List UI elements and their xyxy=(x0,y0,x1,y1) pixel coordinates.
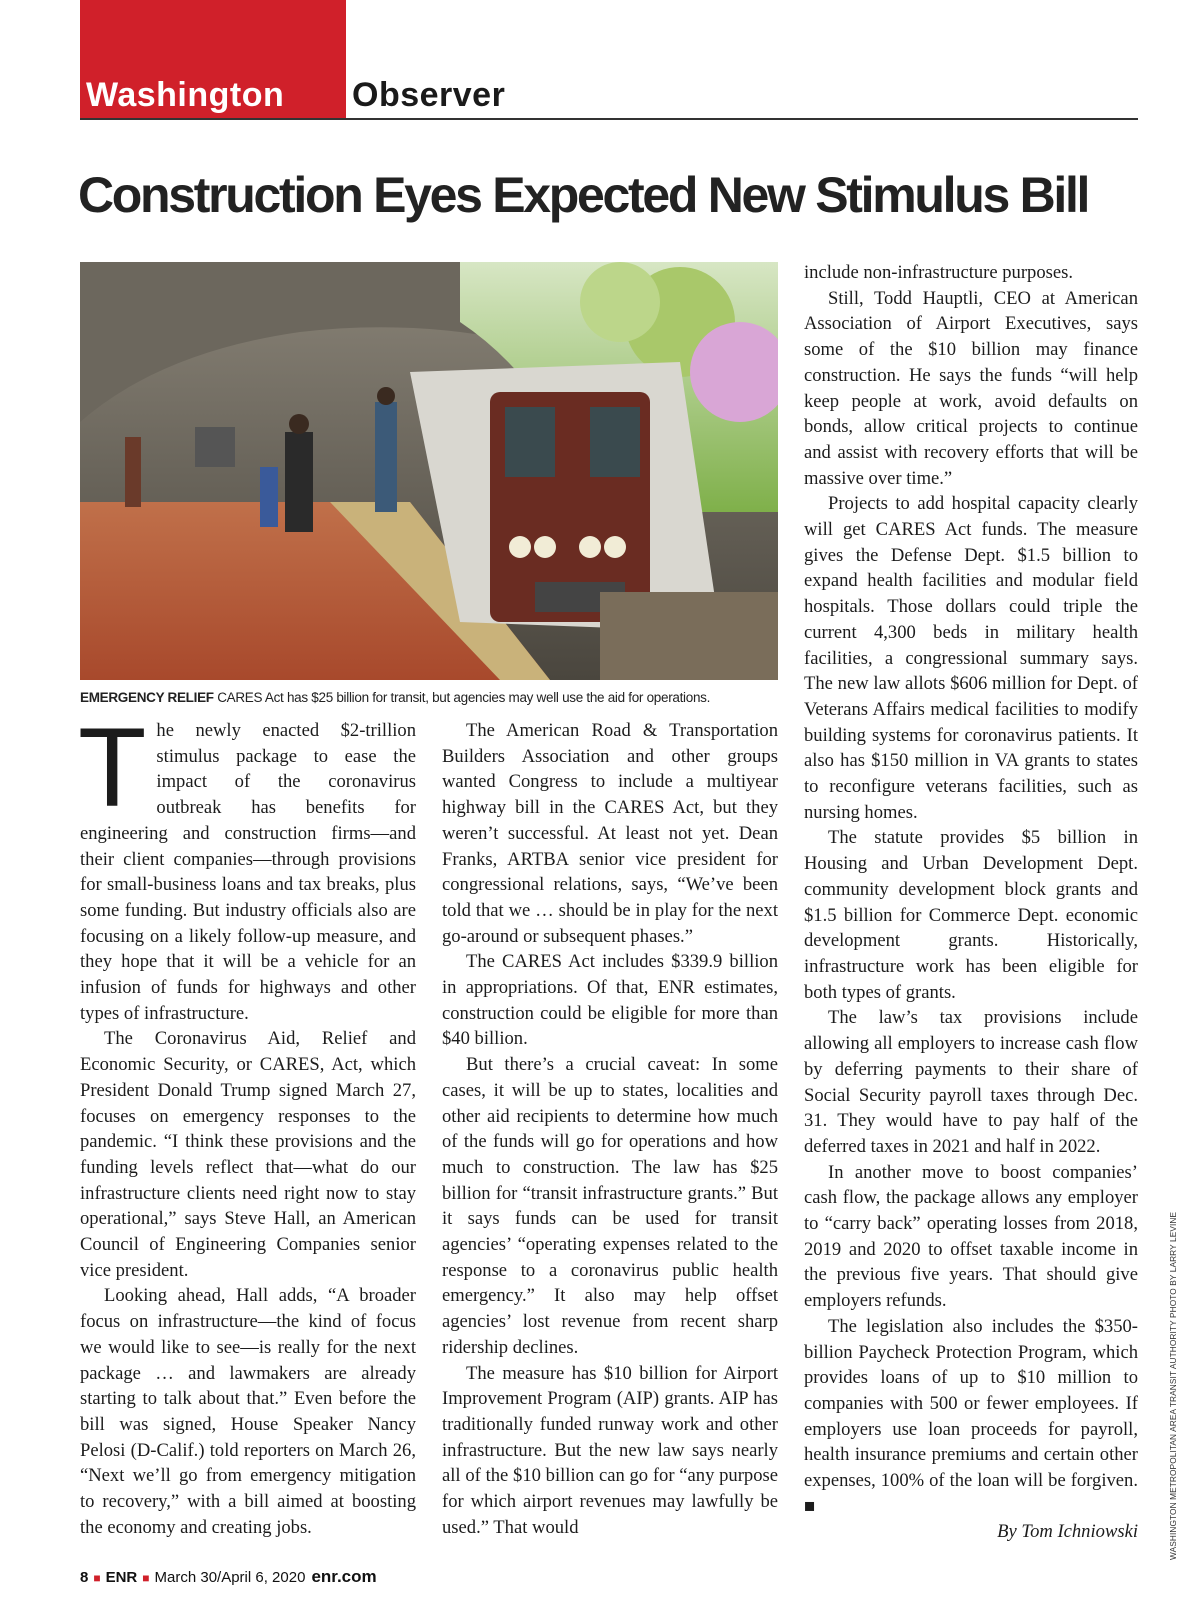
byline: By Tom Ichniowski xyxy=(997,1521,1138,1543)
article-paragraph: The Coronavirus Aid, Relief and Economic Security, or CARES, Act, which President Donald Trump signed March 27, focuses on emergency responses to the pandemic. “I think these provisions and the funding levels reflect that—what do our infrastructure clients need right now to stay operational,” says Steve Hall, an American Council of Engineering Companies senior vice president. xyxy=(80,1028,416,1281)
article-paragraph: The legislation also includes the $350-billion Paycheck Protection Program, which provides loans of up to $10 million to companies with 500 or fewer employees. If employers use loan proceeds for payroll, health insurance premiums and certain other expenses, 100% of the loan will be forgiven. ■ xyxy=(804,1315,1138,1517)
article-paragraph: The statute provides $5 billion in Housing and Urban Development Dept. community development block grants and $1.5 billion for Commerce Dept. economic development grants. Historically, infrastructure work has been eligible for both types of grants. xyxy=(804,827,1138,1003)
page-number: 8 xyxy=(80,1569,89,1586)
magazine-name: ENR xyxy=(105,1569,138,1586)
section-kicker-black: Observer xyxy=(352,76,506,114)
site-url: enr.com xyxy=(311,1567,377,1586)
article-paragraph: The American Road & Transportation Builders Association and other groups wanted Congress to include a multiyear highway bill in the CARES Act, but they weren’t successful. At least not yet. Dean Franks, ARTBA senior vice president for congressional relations, says, “We’ve been told that we … should be in play for the next go-around or subsequent phases.” xyxy=(442,720,778,947)
article-column-3 xyxy=(804,260,1138,1545)
section-kicker-red: Washington xyxy=(86,76,285,114)
article-paragraph: The CARES Act includes $339.9 billion in appropriations. Of that, ENR estimates, construction could be eligible for more than $40 billion. xyxy=(442,951,778,1050)
article-photo xyxy=(80,262,778,680)
photo-credit: WASHINGTON METROPOLITAN AREA TRANSIT AUTHORITY PHOTO BY LARRY LEVINE xyxy=(1168,1211,1178,1560)
page-footer xyxy=(80,1567,377,1587)
article-paragraph: Still, Todd Hauptli, CEO at American Association of Airport Executives, says some of the $10 billion may finance construction. He says the funds “will help keep people at work, avoid defaults on bonds, allow critical projects to continue and assist with recovery efforts that will be massive over time.” xyxy=(804,287,1138,489)
caption-label: EMERGENCY RELIEF xyxy=(80,690,214,705)
article-headline: Construction Eyes Expected New Stimulus Bill xyxy=(78,167,1089,223)
article-paragraph: Projects to add hospital capacity clearly will get CARES Act funds. The measure gives the Defense Dept. $1.5 billion to expand health facilities and modular field hospitals. Those dollars could triple the current 4,300 beds in military health facilities, a congressional summary says. The new law allots $606 million for Dept. of Veterans Affairs medical facilities to modify building systems for coronavirus patients. It also has $150 million in VA grants to states to reconfigure veterans facilities, such as nursing homes. xyxy=(804,493,1138,823)
caption-text: CARES Act has $25 billion for transit, but agencies may well use the aid for operations. xyxy=(217,690,711,705)
article-paragraph: The law’s tax provisions include allowing all employers to increase cash flow by deferring payments to their share of Social Security payroll taxes through Dec. 31. They would have to pay half of the deferred taxes in 2021 and half in 2022. xyxy=(804,1007,1138,1157)
separator-square-icon: ■ xyxy=(93,1571,101,1585)
issue-date: March 30/April 6, 2020 xyxy=(154,1569,306,1586)
article-paragraph: But there’s a crucial caveat: In some cases, it will be up to states, localities and other aid recipients to determine how much of the funds will go for operations and how much to construction. The law has $25 billion for “transit infrastructure grants.” But it says funds can be used for transit agencies’ “operating expenses related to the response to a coronavirus public health emergency.” It also may help offset agencies’ lost revenue from recent sharp ridership declines. xyxy=(442,1054,778,1358)
article-paragraph: Looking ahead, Hall adds, “A broader focus on infrastructure—the kind of focus we would like to see—is really for the next package … and lawmakers are already starting to talk about that.” Even before the bill was signed, House Speaker Nancy Pelosi (D-Calif.) told reporters on March 26, “Next we’ll go from emergency mitigation to recovery,” with a bill aimed at boosting the economy and creating jobs. xyxy=(80,1285,416,1538)
article-paragraph: In another move to boost companies’ cash flow, the package allows any employer to “carry back” operating losses from 2018, 2019 and 2020 to offset taxable income in the previous five years. That should give employers refunds. xyxy=(804,1161,1138,1312)
photo-caption xyxy=(80,690,780,706)
separator-square-icon: ■ xyxy=(142,1571,150,1585)
drop-cap: T xyxy=(78,705,147,830)
article-paragraph: The measure has $10 billion for Airport Improvement Program (AIP) grants. AIP has traditionally funded runway work and other infrastructure. But the new law says nearly all of the $10 billion can go for “any purpose for which airport revenues may lawfully be used.” That would xyxy=(442,1362,778,1538)
article-paragraph: The newly enacted $2-trillion stimulus package to ease the impact of the coronavirus outbreak has benefits for engineering and construction firms—and their client companies—through provisions for small-business loans and tax breaks, plus some funding. But industry officials also are focusing on a likely follow-up measure, and they hope that it will be a vehicle for an infusion of funds for highways and other types of infrastructure. xyxy=(78,705,416,1024)
article-column-1 xyxy=(78,705,416,1541)
article-column-2 xyxy=(442,718,778,1541)
header-rule xyxy=(80,118,1138,120)
article-paragraph: include non-infrastructure purposes. xyxy=(804,262,1074,283)
